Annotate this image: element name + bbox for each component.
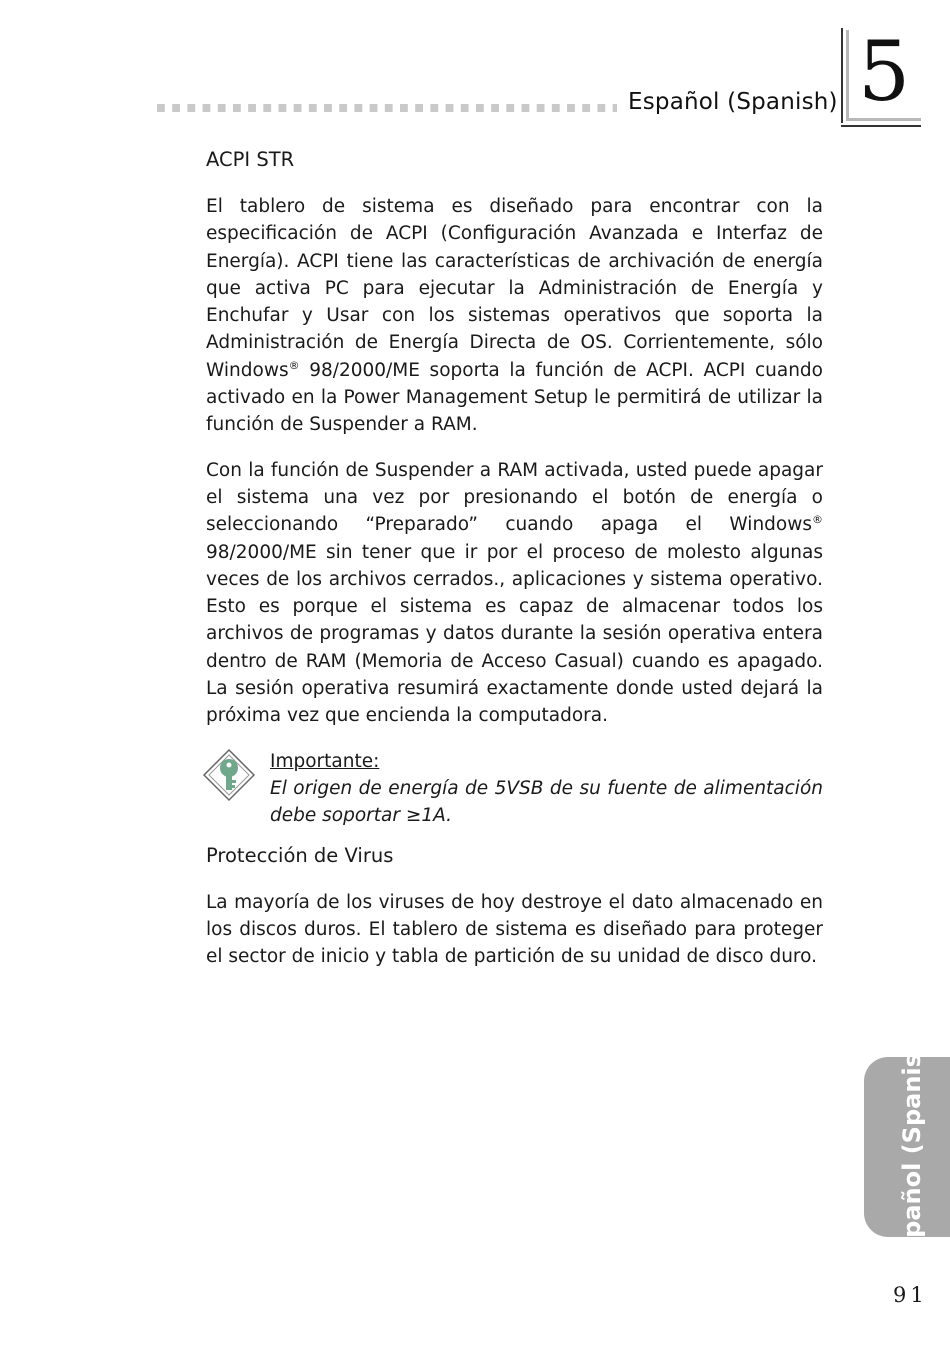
section-title-virus-protection: Protección de Virus <box>206 843 394 867</box>
registered-mark: ® <box>288 358 300 372</box>
page-content <box>206 146 823 989</box>
important-note <box>206 748 823 830</box>
paragraph: El tablero de sistema es diseñado para encontrar con la especificación de ACPI (Configuración Avanzada e Interfaz de Energía). ACPI tiene las características de archivación de energía que activa PC para ejecutar la Administración de Energía y Enchufar y Usar con los sistemas operativos que soporta la Administración de Energía Directa de OS. Corrientemente, sólo Windows® 98/2000/ME soporta la función de ACPI. ACPI cuando activado en la Power Management Setup le permitirá de utilizar la función de Suspender a RAM. <box>206 196 823 436</box>
chapter-number: 5 <box>858 25 911 120</box>
paragraph: La mayoría de los viruses de hoy destroye el dato almacenado en los discos duros. El tablero de sistema es diseñado para proteger el sector de inicio y tabla de partición de su unidad de disco duro. <box>206 891 823 968</box>
key-diamond-icon <box>202 748 256 802</box>
header-title: Español (Spanish) <box>628 89 838 115</box>
note-title: Importante: <box>270 750 380 772</box>
header-dot-leader <box>157 104 617 114</box>
registered-mark: ® <box>812 513 823 527</box>
page-number: 91 <box>893 1283 928 1307</box>
side-tab-label: Español (Spanish) <box>898 1025 926 1269</box>
note-text: El origen de energía de 5VSB de su fuente de alimentación debe soportar ≥1A. <box>270 777 823 827</box>
section-title-acpi-str: ACPI STR <box>206 148 295 171</box>
paragraph: Con la función de Suspender a RAM activada, usted puede apagar el sistema una vez por presionando el botón de energía o seleccionando “Preparado” cuando apaga el Windows® 98/2000/ME sin tener que ir por el proceso de molesto algunas veces de los archivos cerrados., aplicaciones y sistema operativo. Esto es porque el sistema es capaz de almacenar todos los archivos de programas y datos durante la sesión operativa entera dentro de RAM (Memoria de Acceso Casual) cuando es apagado. La sesión operativa resumirá exactamente donde usted dejará la próxima vez que encienda la computadora. <box>206 459 823 727</box>
